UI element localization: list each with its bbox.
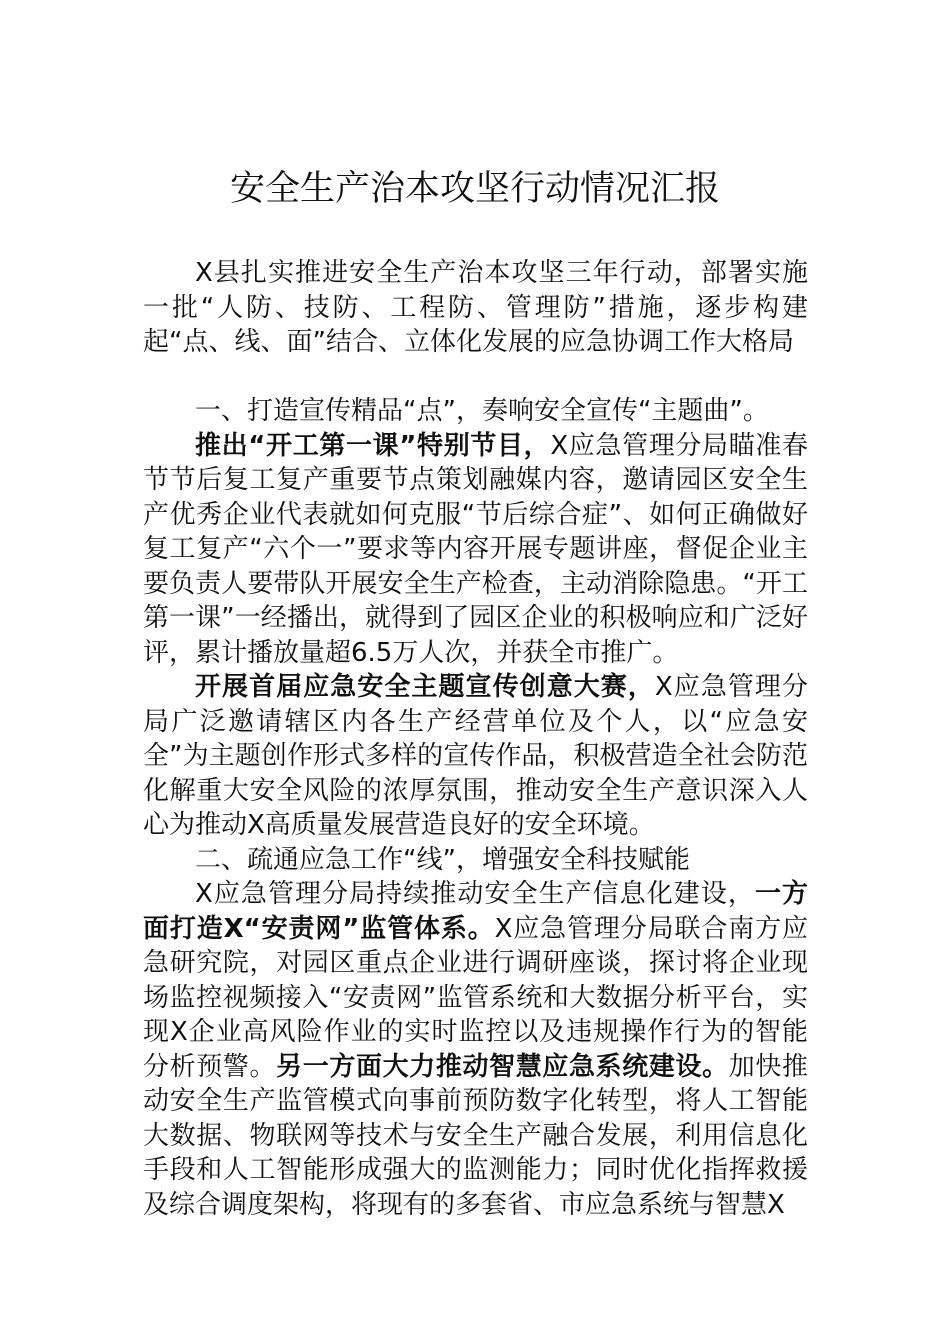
section-2-heading: 二、疏通应急工作“线”，增强安全科技赋能 (195, 844, 690, 875)
paragraph-3-bold-b: 另一方面大力推动智慧应急系统建设。 (276, 1051, 729, 1082)
document-title: 安全生产治本攻坚行动情况汇报 (229, 169, 720, 209)
paragraph-2-bold-lead: 开展首届应急安全主题宣传创意大赛， (195, 672, 655, 702)
paragraph-2 (143, 670, 808, 843)
paragraph-1-bold-lead: 推出“开工第一课”特别节目， (195, 430, 551, 461)
paragraph-1 (143, 429, 808, 671)
paragraph-3-text-a: X应急管理分局持续推动安全生产信息化建设， (195, 879, 755, 909)
paragraph-3-text-b: X应急管理分局联合南方应急研究院，对园区重点企业进行调研座谈，探讨将企业现场监控视频接入“安责网”监管系统和大数据分析平台，实现X企业高风险作业的实时监控以及违规操作行为的智能分析预警。 (143, 913, 808, 1082)
section-1-heading: 一、打造宣传精品“点”，奏响安全宣传“主题曲”。 (195, 396, 769, 426)
paragraph-3-bold-a: 一方面打造X“安责网”监管体系。 (143, 879, 808, 944)
paragraph-3 (143, 877, 808, 1222)
paragraph-2-text: X应急管理分局广泛邀请辖区内各生产经营单位及个人，以“应急安全”为主题创作形式多样的宣传作品，积极营造全社会防范化解重大安全风险的浓厚氛围，推动安全生产意识深入人心为推动X高质量发展营造良好的安全环境。 (143, 672, 808, 840)
intro-paragraph: X县扎实推进安全生产治本攻坚三年行动，部署实施一批“人防、技防、工程防、管理防”措施，逐步构建起“点、线、面”结合、立体化发展的应急协调工作大格局 (143, 258, 808, 357)
main-body (143, 394, 808, 1222)
paragraph-3-text-c: 加快推动安全生产监管模式向事前预防数字化转型，将人工智能大数据、物联网等技术与安全生产融合发展，利用信息化手段和人工智能形成强大的监测能力；同时优化指挥救援及综合调度架构，将现有的多套省、市应急系统与智慧X (143, 1051, 808, 1220)
paragraph-1-text: X应急管理分局瞄准春节节后复工复产重要节点策划融媒内容，邀请园区安全生产优秀企业代表就如何克服“节后综合症”、如何正确做好复工复产“六个一”要求等内容开展专题讲座，督促企业主要负责人要带队开展安全生产检查，主动消除隐患。“开工第一课”一经播出，就得到了园区企业的积极响应和广泛好评，累计播放量超6.5万人次，并获全市推广。 (143, 430, 808, 668)
intro-block (143, 256, 808, 360)
